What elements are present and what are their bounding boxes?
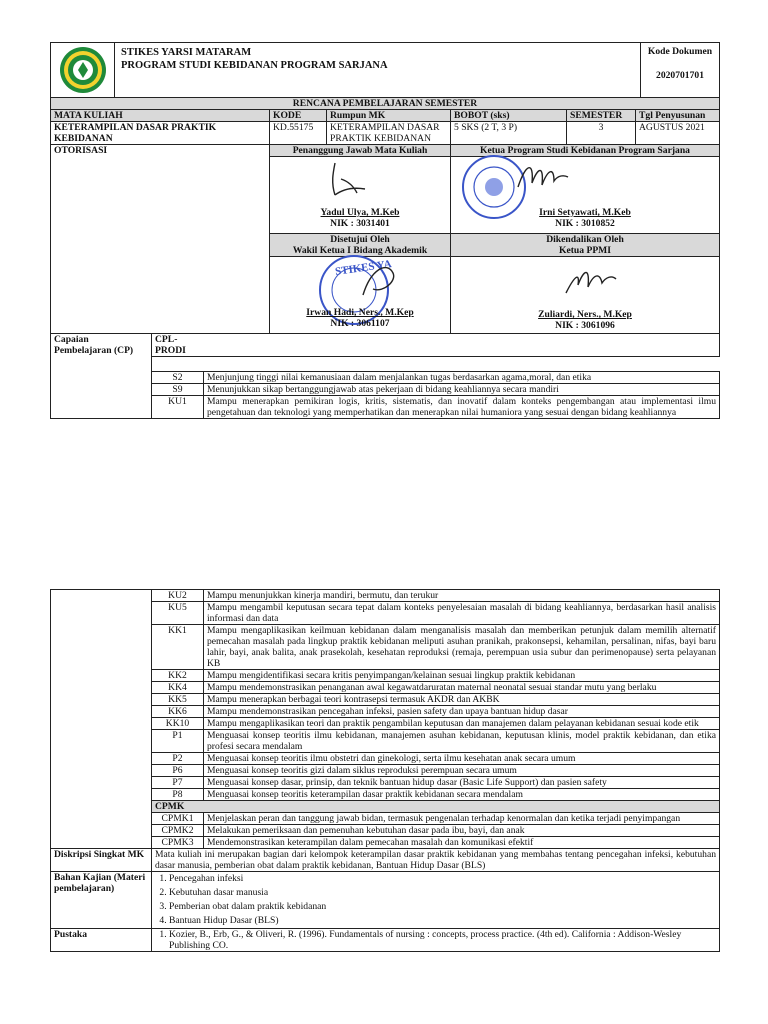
course-name: KETERAMPILAN DASAR PRAKTIK KEBIDANAN [51, 122, 270, 145]
cp-table-page2 [50, 589, 720, 849]
course-bobot: 5 SKS (2 T, 3 P) [451, 122, 567, 145]
cp-row-text: Mampu mengaplikasikan teori dan praktik pengambilan keputusan dan manajemen dalam pelayanan kebidanan sesuai kode etik [204, 718, 720, 730]
document-title: RENCANA PEMBELAJARAN SEMESTER [51, 98, 720, 110]
cp-row-code: P7 [152, 777, 204, 789]
controlled-nik: NIK : 3061096 [555, 320, 615, 331]
cp-row-text: Menunjukkan sikap bertanggungjawab atas pekerjaan di bidang keahliannya secara mandiri [204, 384, 720, 396]
cpmk-row-code: CPMK1 [152, 813, 204, 825]
list-item: 2. Kebutuhan dasar manusia [169, 886, 716, 900]
course-semester: 3 [567, 122, 636, 145]
kaprodi-signature-cell [451, 157, 720, 234]
pustaka-label: Pustaka [51, 929, 152, 952]
cp-row-code: KU1 [152, 396, 204, 419]
cp-row-code: KK1 [152, 625, 204, 670]
cpmk-row-text: Melakukan pemeriksaan dan pemenuhan kebutuhan dasar pada ibu, bayi, dan anak [204, 825, 720, 837]
controlled-signature-icon [558, 263, 628, 303]
col-header-date: Tgl Penyusunan [636, 110, 720, 122]
list-item: 3. Pemberian obat dalam praktik kebidanan [169, 900, 716, 914]
logo-cell [51, 43, 115, 98]
pj-signature-icon [313, 159, 393, 207]
cp-spacer-row [152, 357, 720, 372]
kaprodi-signature-icon [508, 157, 588, 201]
rps-page-2 [50, 589, 719, 952]
course-table [50, 97, 720, 145]
cpmk-row-code: CPMK2 [152, 825, 204, 837]
cp-row-text: Menguasai konsep teoritis gizi dalam siklus reproduksi perempuan secara umum [204, 765, 720, 777]
pj-nik: NIK : 3031401 [330, 218, 390, 229]
bahan-kajian-list [155, 872, 716, 928]
doc-code-value: 2020701701 [656, 70, 704, 81]
cp-row-code: P2 [152, 753, 204, 765]
cp-row-code: KK5 [152, 694, 204, 706]
cp-row-text: Menguasai konsep teoritis keterampilan dasar praktik kebidanan secara mendalam [204, 789, 720, 801]
course-date: AGUSTUS 2021 [636, 122, 720, 145]
col-header-rumpun: Rumpun MK [327, 110, 451, 122]
cp-row-text: Menguasai konsep teoritis ilmu obstetri dan ginekologi, serta ilmu kesehatan anak secara umum [204, 753, 720, 765]
cp-label: Capaian Pembelajaran (CP) [51, 334, 152, 419]
pustaka-list [155, 929, 716, 951]
authorization-label: OTORISASI [51, 145, 270, 334]
controlled-name: Zuliardi, Ners., M.Kep [538, 309, 632, 320]
controlled-title-1: Dikendalikan Oleh [546, 234, 624, 245]
col-header-mata-kuliah: MATA KULIAH [51, 110, 270, 122]
institution-cell [115, 43, 641, 98]
doc-code-label: Kode Dokumen [647, 46, 713, 57]
pustaka-cell [152, 929, 720, 952]
kaprodi-nik: NIK : 3010852 [555, 218, 615, 229]
kaprodi-title: Ketua Program Studi Kebidanan Program Sarjana [451, 145, 720, 157]
controlled-signature-cell [451, 257, 720, 334]
cp-row-code: KK2 [152, 670, 204, 682]
cpmk-row-text: Menjelaskan peran dan tanggung jawab bidan, termasuk pengenalan terhadap kenormalan dan ketika terjadi penyimpangan [204, 813, 720, 825]
authorization-table [50, 144, 720, 334]
kaprodi-name: Irni Setyawati, M.Keb [539, 207, 631, 218]
approved-stamp-text: STIKES YA [334, 258, 393, 278]
controlled-title [451, 234, 720, 257]
cp-row-code: P8 [152, 789, 204, 801]
description-text: Mata kuliah ini merupakan bagian dari kelompok keterampilan dasar praktik kebidanan yang membahas tentang pencegahan infeksi, kebutuhan dasar manusia, pemberian obat dalam praktik kebidanan, Bantuan Hidup Dasar (BLS) [152, 849, 720, 872]
cp-page2-body [51, 590, 720, 849]
cp-row-text: Menguasai konsep teoritis ilmu kebidanan, manajemen asuhan kebidanan, keputusan klinis, model praktik kebidanan, dan etika profesi secara mendalam [204, 730, 720, 753]
cp-row-text: Mampu menunjukkan kinerja mandiri, bermutu, dan terukur [204, 590, 720, 602]
approved-nik: NIK : 3061107 [330, 318, 390, 329]
cpl-label: CPL-PRODI [152, 334, 204, 357]
cpmk-label: CPMK [152, 801, 204, 813]
course-code: KD.55175 [270, 122, 327, 145]
bahan-kajian-label: Bahan Kajian (Materi pembelajaran) [51, 872, 152, 929]
cp-row-code: KK4 [152, 682, 204, 694]
approved-signature-cell [270, 257, 451, 334]
doc-code-cell [641, 43, 720, 98]
controlled-title-2: Ketua PPMI [559, 245, 611, 256]
cp-row-code: KK10 [152, 718, 204, 730]
list-item: 1. Kozier, B., Erb, G., & Oliveri, R. (1996). Fundamentals of nursing : concepts, process practice. (4th ed). California : Addison-Wesley Publishing CO. [169, 929, 716, 951]
approved-title-2: Wakil Ketua I Bidang Akademik [292, 245, 428, 256]
cp-row-text: Mampu mengaplikasikan keilmuan kebidanan dalam menganalisis masalah dan memberikan petunjuk dalam memilih alternatif pemecahan masalah pada lingkup praktik kebidanan meliputi asuhan pranikah, prakonsepsi, kehamilan, persalinan, nifas, bayi baru lahir, bayi, anak balita, anak prasekolah, kesehatan reproduksi (remaja, perempuan usia subur dan perimenopause) serta pelayanan KB [204, 625, 720, 670]
col-header-semester: SEMESTER [567, 110, 636, 122]
cpmk-row-code: CPMK3 [152, 837, 204, 849]
cp-label-continued [51, 590, 152, 849]
institution-name: STIKES YARSI MATARAM [121, 47, 252, 58]
header-table [50, 42, 720, 98]
list-item: 1. Pencegahan infeksi [169, 872, 716, 886]
cp-row-text: Mampu menerapkan pemikiran logis, kritis, sistematis, dan inovatif dalam konteks pengembangan atau implementasi ilmu pengetahuan dan teknologi yang memperhatikan dan menerapkan nilai humaniora yang sesuai dengan bidang keahliannya [204, 396, 720, 419]
cp-row-text: Mampu mengambil keputusan secara tepat dalam konteks penyelesaian masalah di bidang keahliannya, berdasarkan hasil analisis informasi dan data [204, 602, 720, 625]
cpmk-label-spacer [204, 801, 720, 813]
approved-signature-icon [343, 259, 413, 303]
details-table [50, 848, 720, 952]
pj-title: Penanggung Jawab Mata Kuliah [270, 145, 451, 157]
cp-row-code: S9 [152, 384, 204, 396]
institution-logo [58, 45, 108, 95]
col-header-bobot: BOBOT (sks) [451, 110, 567, 122]
description-label: Diskripsi Singkat MK [51, 849, 152, 872]
cp-row-text: Menguasai konsep dasar, prinsip, dan teknik bantuan hidup dasar (Basic Life Support) dan pasien safety [204, 777, 720, 789]
cp-row-code: P1 [152, 730, 204, 753]
pj-name: Yadul Ulya, M.Keb [320, 207, 400, 218]
cp-row-text: Mampu menerapkan berbagai teori kontrasepsi termasuk AKDR dan AKBK [204, 694, 720, 706]
cp-row-code: P6 [152, 765, 204, 777]
pj-signature-cell [270, 157, 451, 234]
cp-row-code: KK6 [152, 706, 204, 718]
cpmk-row-text: Mendemonstrasikan keterampilan dalam pemecahan masalah dan komunikasi efektif [204, 837, 720, 849]
approved-title-1: Disetujui Oleh [330, 234, 390, 245]
cp-row-text: Mampu mengidentifikasi secara kritis penyimpangan/kelainan sesuai lingkup praktik kebidanan [204, 670, 720, 682]
cp-row-text: Mampu mendemonstrasikan penanganan awal kegawatdaruratan maternal neonatal sesuai standar mutu yang berlaku [204, 682, 720, 694]
cp-row-text: Menjunjung tinggi nilai kemanusiaan dalam menjalankan tugas berdasarkan agama,moral, dan etika [204, 372, 720, 384]
col-header-kode: KODE [270, 110, 327, 122]
cp-table-page1 [50, 333, 720, 419]
rps-page-1 [50, 42, 719, 419]
cpl-label-spacer [204, 334, 720, 357]
cp-row-code: S2 [152, 372, 204, 384]
cp-row-text: Mampu mendemonstrasikan pencegahan infeksi, pasien safety dan upaya bantuan hidup dasar [204, 706, 720, 718]
program-name: PROGRAM STUDI KEBIDANAN PROGRAM SARJANA [121, 60, 388, 71]
bahan-kajian-cell [152, 872, 720, 929]
cp-row-code: KU2 [152, 590, 204, 602]
cp-row-code: KU5 [152, 602, 204, 625]
list-item: 4. Bantuan Hidup Dasar (BLS) [169, 914, 716, 928]
approved-name: Irwan Hadi, Ners., M.Kep [306, 307, 414, 318]
course-rumpun: KETERAMPILAN DASAR PRAKTIK KEBIDANAN [327, 122, 451, 145]
